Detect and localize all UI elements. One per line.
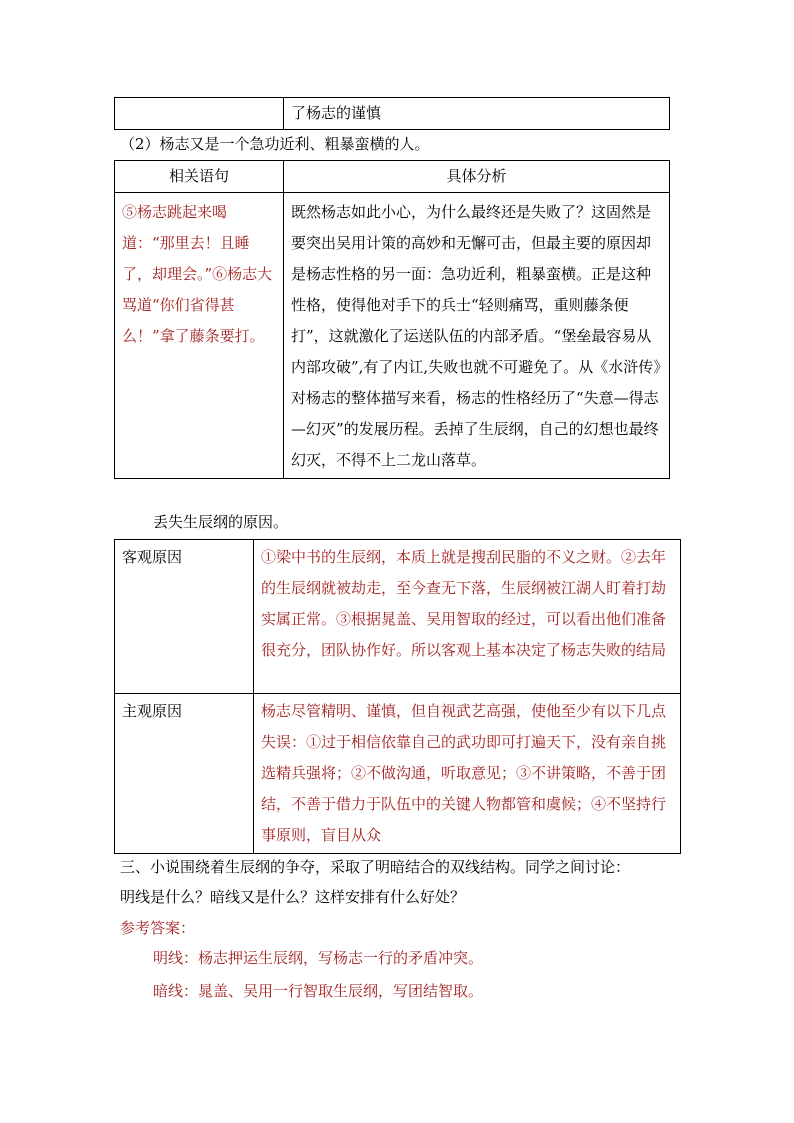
objective-reason-label-cell	[115, 540, 254, 694]
objective-reason-text: ①梁中书的生辰纲，本质上就是搜刮民脂的不义之财。②去年的生辰纲就被劫走，至今查无下落，生辰纲被江湖人盯着打劫实属正常。③根据晁盖、吴用智取的经过，可以看出他们准备很充分，团队协作好。所以客观上基本决定了杨志失败的结局	[261, 548, 667, 659]
question3-line1: 三、小说围绕着生辰纲的争夺，采取了明暗结合的双线结构。同学之间讨论：	[120, 858, 631, 876]
subjective-reason-text: 杨志尽管精明、谨慎，但自视武艺高强，使他至少有以下几点失误：①过于相信依靠自己的武功即可打遍天下，没有亲自挑选精兵强将；②不做沟通，听取意见；③不讲策略，不善于团结，不善于借力于队伍中的关键人物都管和虞候；④不坚持行事原则，盲目从众	[261, 702, 667, 844]
top-table-right-cell	[284, 98, 670, 130]
analysis-text: 既然杨志如此小心，为什么最终还是失败了？这固然是要突出吴用计策的高妙和无懈可击，但最主要的原因却是杨志性格的另一面：急功近利，粗暴蛮横。正是这种性格，使得他对手下的兵士“轻则痛骂，重则藤条便打”，这就激化了运送队伍的内部矛盾。“堡垒最容易从内部攻破”,有了内讧,失败也就不可避免了。从《水浒传》对杨志的整体描写来看，杨志的性格经历了“失意—得志—幻灭”的发展历程。丢掉了生辰纲，自己的幻想也最终幻灭，不得不上二龙山落草。	[291, 203, 661, 469]
subjective-reason-label-cell	[115, 694, 254, 854]
top-table	[114, 97, 670, 130]
answer-bright-line: 明线：杨志押运生辰纲，写杨志一行的矛盾冲突。	[153, 949, 484, 967]
header-related-sentences	[115, 161, 284, 193]
objective-reason-text-cell	[254, 540, 681, 694]
objective-reason-label: 客观原因	[122, 548, 183, 566]
header-left-label: 相关语句	[168, 167, 229, 185]
answer-label: 参考答案：	[120, 919, 196, 937]
analysis-cell	[284, 193, 670, 479]
reasons-table	[114, 539, 681, 854]
question3-line2: 明线是什么？暗线又是什么？这样安排有什么好处？	[120, 888, 466, 906]
answer-dark-line: 暗线：晁盖、吴用一行智取生辰纲，写团结智取。	[153, 982, 484, 1000]
section2-caption: （2）杨志又是一个急功近利、粗暴蛮横的人。	[120, 135, 430, 153]
header-right-label: 具体分析	[446, 167, 507, 185]
header-analysis	[284, 161, 670, 193]
subjective-reason-text-cell	[254, 694, 681, 854]
top-table-left-cell	[115, 98, 284, 130]
subjective-reason-label: 主观原因	[122, 702, 183, 720]
reasons-caption: 丢失生辰纲的原因。	[153, 513, 289, 531]
top-table-right-text: 了杨志的谨慎	[291, 104, 382, 122]
section2-table	[114, 160, 670, 479]
related-sentences-cell	[115, 193, 284, 479]
related-sentences-text: ⑤杨志跳起来喝道：“那里去！且睡了，却理会。”⑥杨志大骂道“你们省得甚么！”拿了藤条要打。	[122, 203, 273, 345]
